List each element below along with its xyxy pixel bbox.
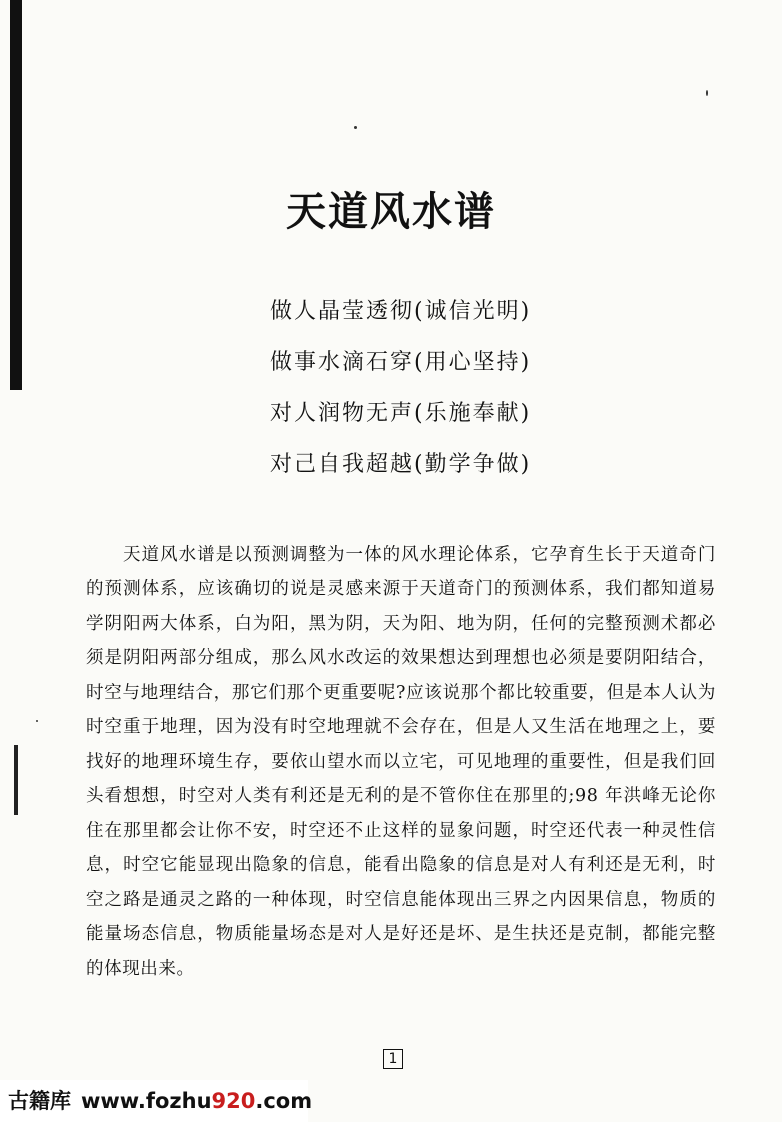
body-paragraph: 天道风水谱是以预测调整为一体的风水理论体系，它孕育生长于天道奇门的预测体系，应该确切的说是灵感来源于天道奇门的预测体系，我们都知道易学阴阳两大体系，白为阳，黑为阴，天为阳、地为阴，任何的完整预测术都必须是阴阳两部分组成，那么风水改运的效果想达到理想也必须是要阴阳结合，时空与地理结合，那它们那个更重要呢?应该说那个都比较重要，但是本人认为时空重于地理，因为没有时空地理就不会存在，但是人又生活在地理之上，要找好的地理环境生存，要依山望水而以立宅，可见地理的重要性，但是我们回头看想想，时空对人类有利还是无利的是不管你住在那里的;98 年洪峰无论你住在那里都会让你不安，时空还不止这样的显象问题，时空还代表一种灵性信息，时空它能显现出隐象的信息，能看出隐象的信息是对人有利还是无利，时空之路是通灵之路的一种体现，时空信息能体现出三界之内因果信息，物质的能量场态信息，物质能量场态是对人是好还是坏、是生扶还是克制，都能完整的体现出来。 bbox=[86, 544, 716, 979]
watermark-url-suffix: .com bbox=[255, 1089, 313, 1113]
watermark-url-prefix: www.fozhu bbox=[81, 1089, 212, 1113]
motto-line: 做人晶莹透彻(诚信光明) bbox=[270, 299, 532, 324]
scan-speck bbox=[36, 720, 38, 722]
scan-speck bbox=[354, 126, 357, 129]
site-watermark bbox=[0, 1080, 313, 1122]
page-number: 1 bbox=[383, 1049, 403, 1069]
motto-list bbox=[270, 286, 590, 490]
motto-line: 做事水滴石穿(用心坚持) bbox=[270, 350, 532, 375]
scan-speck bbox=[706, 90, 708, 96]
watermark-site-name: 古籍库 bbox=[8, 1089, 71, 1113]
page-title: 天道风水谱 bbox=[286, 188, 496, 235]
watermark-url-number: 920 bbox=[211, 1089, 256, 1113]
motto-line: 对己自我超越(勤学争做) bbox=[270, 452, 532, 477]
scan-edge-mark bbox=[14, 745, 18, 815]
motto-line: 对人润物无声(乐施奉献) bbox=[270, 401, 532, 426]
